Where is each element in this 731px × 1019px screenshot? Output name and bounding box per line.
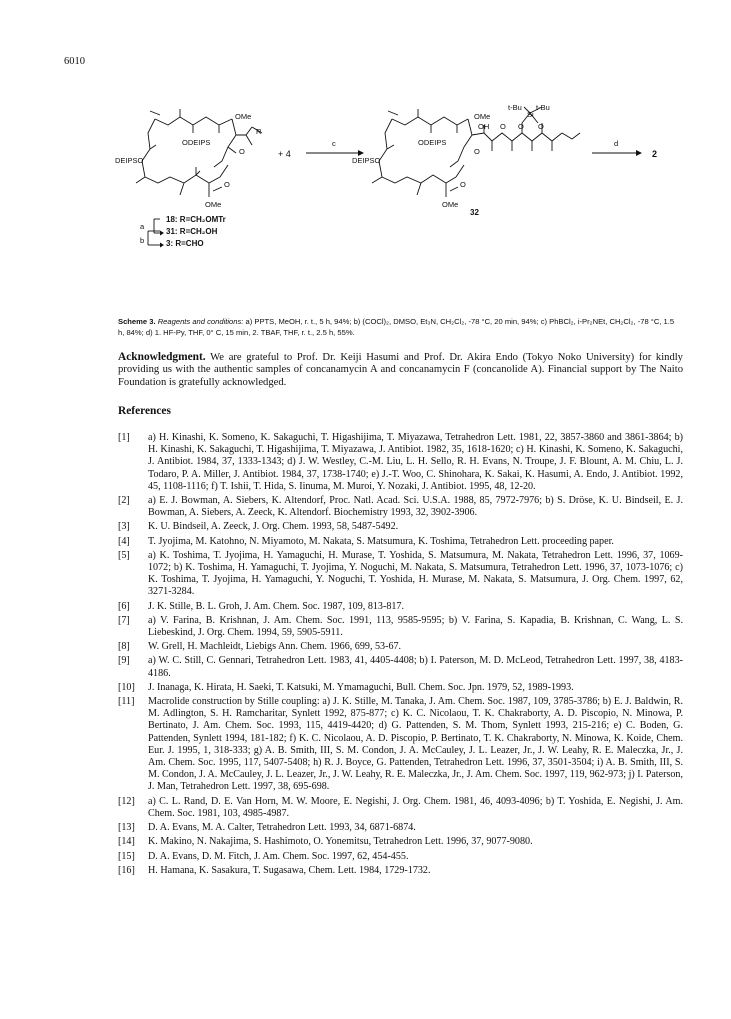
reference-item [118,682,683,694]
reference-number: [1] [118,432,130,443]
arrow-b-head [160,243,164,248]
reference-number: [16] [118,864,135,876]
reference-text: a) V. Farina, B. Krishnan, J. Am. Chem. Soc. 1991, 113, 9585-9595; b) V. Farina, S. Kapadia, B. Krishnan, C. Wang, L. S. Liebeskind, J. Org. Chem. 1994, 59, 5905-5911. [148,614,683,639]
label-deipso-left: DEIPSO [115,156,144,165]
label-o-carbonyl-left: O [224,180,230,189]
acknowledgment [118,351,683,389]
label-ome-bottom-left: OMe [205,200,222,209]
reference-number: [8] [118,641,130,653]
acknowledgment-heading: Acknowledgment. [118,351,206,363]
reference-number: [12] [118,795,135,807]
right-labels [352,105,550,217]
reference-item [118,432,683,493]
caption-text: a) PPTS, MeOH, r. t., 5 h, 94%; b) (COCl)₂, DMSO, Et₃N, CH₂Cl₂, -78 °C, 20 min, 94%; c) PhBCl₂, i-Pr₂NEt, CH₂Cl₂, -78 °C, 1.5 h, 84%; d) 1. HF-Py, THF, 0° C, 15 min, 2. TBAF, THF, r. t., 2.5 h, 55%. [118,317,675,337]
label-o1: O [500,122,506,131]
label-r: R [256,127,262,136]
label-arrow-a: a [140,222,145,231]
label-tbu-right: t-Bu [536,105,550,112]
caption-label: Scheme 3. [118,317,156,326]
label-reagent-c: c [332,139,336,148]
reference-number: [4] [118,535,130,547]
label-ome-top-left: OMe [235,112,252,121]
label-odeips-right: ODEIPS [418,138,447,147]
reference-text: D. A. Evans, M. A. Calter, Tetrahedron Lett. 1993, 34, 6871-6874. [148,822,416,834]
reference-number: [3] [118,521,130,533]
label-o2: O [518,122,524,131]
reference-number: [7] [118,614,130,626]
reference-text: a) C. L. Rand, D. E. Van Horn, M. W. Moore, E. Negishi, J. Org. Chem. 1981, 46, 4093-4096; b) T. Yoshida, E. Negishi, J. Am. Chem. Soc. 1981, 103, 4985-4987. [148,795,683,819]
reference-text: K. U. Bindseil, A. Zeeck, J. Org. Chem. 1993, 58, 5487-5492. [148,521,399,533]
label-compound-32: 32 [470,208,479,217]
reference-item [118,641,683,653]
label-ome-bottom-right: OMe [442,200,459,209]
arrow-a-head [160,231,164,236]
reference-item [118,865,683,877]
reference-text: T. Jyojima, M. Katohno, N. Miyamoto, M. Nakata, S. Matsumura, K. Toshima, Tetrahedron Lett. proceeding paper. [148,535,614,547]
label-o-ring-right: O [474,147,480,156]
scheme-caption [118,316,678,338]
reference-text: a) H. Kinashi, K. Someno, K. Sakaguchi, T. Higashijima, T. Miyazawa, Tetrahedron Lett. 1981, 22, 3857-3860 and 3861-3864; b) H. Kinashi, K. Sakaguchi, T. Higashijima, T. Miyazawa, J. Antibiot. 1982, 35, 1618-1620; c) H. Kinashi, K. Someno, K. Sakaguchi, J. Antibiot. 1984, 37, 1333-1343; d) J. W. Westley, C.-M. Liu, L. H. Sello, R. H. Evans, N. Troupe, J. F. Blount, A. M. Chiu, L. J. Todaro, P. A. Miller, J. Antibiot. 1984, 37, 1738-1740; e) J.-T. Woo, C. Shinohara, K. Sakai, K. Hasumi, A. Endo, J. Antibiot. 1992, 45, 1108-1116; f) T. Ishii, T. Hida, S. Iinuma, M. Muroi, Y. Nozaki, J. Antibiot. 1995, 48, 12-20. [148,432,683,492]
scheme-structures [0,105,731,320]
label-ome-top-right: OMe [474,112,491,121]
reference-item [118,521,683,533]
reference-item [118,836,683,848]
reference-text: Macrolide construction by Stille coupling: a) J. K. Stille, M. Tanaka, J. Am. Chem. Soc. 1987, 109, 3785-3786; b) E. J. Baldwin, R. M. Adlington, S. H. Ramcharitar, Synlett 1992, 875-877; c) K. C. Nicolaou, T. K. Chakraborty, A. D. Piscopio, N. Minowa, P. Bertinato, J. Am. Chem. Soc. 1993, 115, 4419-4420; d) G. Pattenden, S. M. Thom, Synlett 1993, 215-216; e) C. Boden, G. Pattenden, Synlett 1994, 181-182; f) K. C. Nicolaou, A. D. Piscopio, P. Bertinato, T. K. Chakraborty, N. Minowa, K. Koide, Chem. Eur. J. 1995, 1, 318-333; g) A. B. Smith, III, S. M. Condon, J. A. McCauley, J. L. Leazer, Jr., J. W. Leahy, R. E. Maleczka, Jr., J. Am. Chem. Soc. 1995, 117, 5407-5408; h) R. J. Boyce, G. Pattenden, Tetrahedron Lett. 1996, 37, 3501-3504; i) A. B. Smith, III, S. M. Condon, J. A. McCauley, J. L. Leazer, Jr., J. W. Leahy, R. E. Maleczka, Jr., J. Am. Chem. Soc. 1997, 119, 962-973; j) I. Paterson, J. Man, Tetrahedron Lett. 1997, 38, 695-698. [148,696,683,793]
reference-item [118,495,683,519]
label-o-carbonyl-right: O [460,180,466,189]
reference-text: a) K. Toshima, T. Jyojima, H. Yamaguchi, H. Murase, T. Yoshida, S. Matsumura, M. Nakata, Tetrahedron Lett. 1996, 37, 1069-1072; b) K. Toshima, H. Yamaguchi, T. Jyojima, Y. Noguchi, M. Nakata, S. Matsumura, Tetrahedron Lett. 1996, 37, 1073-1076; c) K. Toshima, T. Jyojima, H. Yamaguchi, Y. Noguchi, T. Yoshida, H. Murase, M. Nakata, S. Matsumura, J. Org. Chem. 1997, 62, 3271-3284. [148,549,683,598]
compound-arrows [148,219,160,245]
label-o3: O [538,122,544,131]
caption-lead: Reagents and conditions: [157,317,244,326]
label-plus-4: + 4 [278,149,291,159]
reference-item [118,655,683,679]
reference-item [118,796,683,820]
reference-number: [6] [118,600,130,612]
references-list [118,432,683,879]
reference-number: [2] [118,495,130,507]
reference-text: a) W. C. Still, C. Gennari, Tetrahedron Lett. 1983, 41, 4405-4408; b) I. Paterson, M. D. McLeod, Tetrahedron Lett. 1997, 38, 4183-4186. [148,655,683,679]
reference-text: W. Grell, H. Machleidt, Liebigs Ann. Chem. 1966, 699, 53-67. [148,641,402,653]
page-number: 6010 [64,56,85,67]
reference-item [118,601,683,613]
references-heading: References [118,405,171,417]
label-reagent-d: d [614,139,619,148]
label-deipso-right: DEIPSO [352,156,381,165]
label-product-2: 2 [652,149,658,159]
reference-text: H. Hamana, K. Sasakura, T. Sugasawa, Chem. Lett. 1984, 1729-1732. [148,864,431,876]
reference-number: [14] [118,836,135,848]
left-labels [115,112,262,209]
reference-text: J. K. Stille, B. L. Groh, J. Am. Chem. Soc. 1987, 109, 813-817. [148,600,404,612]
reference-number: [9] [118,655,130,667]
label-si: Si [527,110,534,119]
compound-3: 3: R=CHO [166,239,204,248]
reference-item [118,822,683,834]
reference-number: [5] [118,549,130,561]
reference-item [118,536,683,548]
compound-31: 31: R=CH₂OH [166,227,218,236]
reference-text: D. A. Evans, D. M. Fitch, J. Am. Chem. Soc. 1997, 62, 454-455. [148,850,409,862]
reference-number: [13] [118,822,135,834]
reference-text: K. Makino, N. Nakajima, S. Hashimoto, O. Yonemitsu, Tetrahedron Lett. 1996, 37, 9077-9080. [148,836,533,848]
label-o-ring-left: O [239,147,245,156]
reference-item [118,615,683,639]
reference-text: J. Inanaga, K. Hirata, H. Saeki, T. Katsuki, M. Ymamaguchi, Bull. Chem. Soc. Jpn. 1979, 52, 1989-1993. [148,681,574,693]
reference-number: [11] [118,696,135,708]
reference-number: [15] [118,850,135,862]
label-odeips-left: ODEIPS [182,138,211,147]
reference-number: [10] [118,681,135,693]
label-tbu-left: t-Bu [508,105,522,112]
acknowledgment-text: We are grateful to Prof. Dr. Keiji Hasumi and Prof. Dr. Akira Endo (Tokyo Noko University) for kindly providing us with the authentic samples of concanamycin A and concanamycin F (concanolide A). Financial support by The Naito Foundation is gratefully acknowledged. [118,352,683,388]
label-oh: OH [478,122,490,131]
reference-text: a) E. J. Bowman, A. Siebers, K. Altendorf, Proc. Natl. Acad. Sci. U.S.A. 1988, 85, 7972-7976; b) S. Dröse, K. U. Bindseil, E. J. Bowman, A. Siebers, A. Zeeck, K. Altendorf. Biochemistry 1993, 32, 3902-3906. [148,495,683,519]
reference-item [118,696,683,794]
arrow-d-head [636,150,642,156]
reference-item [118,851,683,863]
reference-item [118,550,683,599]
compound-18: 18: R=CH₂OMTr [166,215,226,224]
reaction-scheme [0,105,731,320]
label-arrow-b: b [140,236,145,245]
